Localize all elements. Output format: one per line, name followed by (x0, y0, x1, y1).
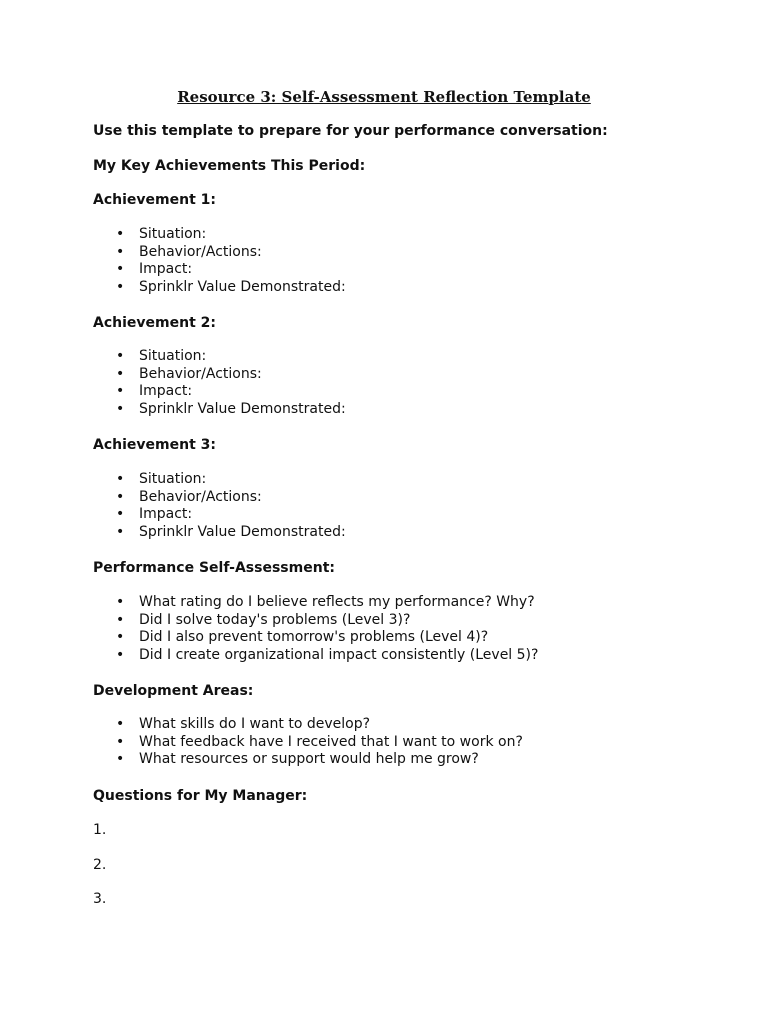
list-item-text: What resources or support would help me grow? (139, 751, 479, 768)
bullet-icon: • (116, 278, 125, 295)
list-item-text: Situation: (139, 471, 207, 487)
question-1-number: 1. (93, 822, 107, 838)
questions-heading: Questions for My Manager: (93, 788, 308, 804)
achievement-3-list (93, 471, 346, 541)
list-item-text: Did I solve today's problems (Level 3)? (139, 611, 411, 628)
bullet-icon: • (116, 506, 125, 523)
intro-text: Use this template to prepare for your performance conversation: (93, 123, 608, 139)
achievement-2-heading: Achievement 2: (93, 315, 216, 331)
list-item (93, 751, 523, 769)
development-heading: Development Areas: (93, 683, 254, 699)
list-item-text: Behavior/Actions: (139, 243, 262, 260)
list-item (93, 366, 346, 384)
list-item (93, 279, 346, 297)
bullet-icon: • (116, 243, 125, 260)
bullet-icon: • (116, 365, 125, 382)
document-title: Resource 3: Self-Assessment Reflection Template (177, 88, 591, 106)
bullet-icon: • (116, 523, 125, 540)
list-item (93, 383, 346, 401)
list-item-text: Impact: (139, 261, 193, 278)
list-item (93, 471, 346, 489)
list-item (93, 612, 538, 630)
list-item (93, 506, 346, 524)
list-item (93, 489, 346, 507)
bullet-icon: • (116, 261, 125, 278)
list-item (93, 261, 346, 279)
list-item (93, 244, 346, 262)
development-list (93, 716, 523, 769)
list-item-text: What feedback have I received that I want to work on? (139, 733, 523, 750)
bullet-icon: • (116, 751, 125, 768)
bullet-icon: • (116, 226, 125, 242)
list-item (93, 716, 523, 734)
list-item-text: What skills do I want to develop? (139, 716, 371, 732)
bullet-icon: • (116, 488, 125, 505)
achievement-1-heading: Achievement 1: (93, 192, 216, 208)
list-item-text: What rating do I believe reflects my performance? Why? (139, 594, 535, 610)
list-item (93, 401, 346, 419)
list-item-text: Impact: (139, 383, 193, 400)
question-2-number: 2. (93, 857, 107, 873)
list-item (93, 734, 523, 752)
bullet-icon: • (116, 716, 125, 732)
list-item (93, 647, 538, 665)
list-item-text: Did I create organizational impact consistently (Level 5)? (139, 646, 539, 663)
list-item-text: Behavior/Actions: (139, 365, 262, 382)
list-item (93, 594, 538, 612)
list-item-text: Sprinklr Value Demonstrated: (139, 523, 346, 540)
list-item-text: Sprinklr Value Demonstrated: (139, 400, 346, 417)
list-item-text: Behavior/Actions: (139, 488, 262, 505)
bullet-icon: • (116, 646, 125, 663)
bullet-icon: • (116, 611, 125, 628)
bullet-icon: • (116, 629, 125, 646)
key-achievements-heading: My Key Achievements This Period: (93, 158, 366, 174)
bullet-icon: • (116, 383, 125, 400)
list-item (93, 629, 538, 647)
list-item (93, 226, 346, 244)
list-item (93, 524, 346, 542)
bullet-icon: • (116, 471, 125, 487)
self-assessment-list (93, 594, 538, 664)
bullet-icon: • (116, 348, 125, 364)
bullet-icon: • (116, 400, 125, 417)
achievement-1-list (93, 226, 346, 296)
list-item-text: Sprinklr Value Demonstrated: (139, 278, 346, 295)
list-item-text: Situation: (139, 226, 207, 242)
bullet-icon: • (116, 733, 125, 750)
list-item (93, 348, 346, 366)
bullet-icon: • (116, 594, 125, 610)
achievement-2-list (93, 348, 346, 418)
question-3-number: 3. (93, 891, 107, 907)
list-item-text: Impact: (139, 506, 193, 523)
achievement-3-heading: Achievement 3: (93, 437, 216, 453)
list-item-text: Situation: (139, 348, 207, 364)
self-assessment-heading: Performance Self-Assessment: (93, 560, 335, 576)
list-item-text: Did I also prevent tomorrow's problems (Level 4)? (139, 629, 489, 646)
